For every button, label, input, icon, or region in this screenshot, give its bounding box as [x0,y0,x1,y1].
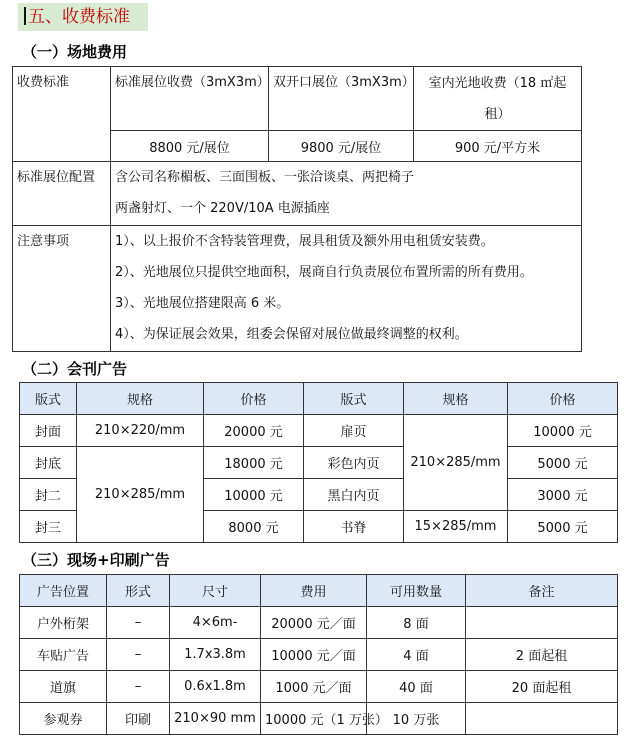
form-cell: – [107,639,170,671]
format-cell: 彩色内页 [304,447,404,479]
fee-cell: 10000 元／面 [261,639,367,671]
table-row [20,639,618,671]
venue-fee-table [12,66,582,352]
spec-cell-merged: 210×285/mm [77,447,204,543]
raw-space-head-line1: 室内光地收费（18 ㎡起 [428,75,567,91]
spec-cell: 210×220/mm [77,415,204,447]
position-cell: 车贴广告 [20,639,107,671]
format-cell: 封面 [20,415,77,447]
size-cell: 4×6m- [170,607,261,639]
qty-cell: 8 面 [367,607,466,639]
price-cell: 8000 元 [204,511,304,543]
format-cell: 封底 [20,447,77,479]
position-cell: 户外桁架 [20,607,107,639]
price-cell: 5000 元 [508,447,618,479]
format-cell: 封三 [20,511,77,543]
qty-cell: 4 面 [367,639,466,671]
config-line: 含公司名称楣板、三面围板、一张洽谈桌、两把椅子 [115,170,415,185]
note-cell: 20 面起租 [466,671,618,703]
fee-cell: 20000 元／面 [261,607,367,639]
col-header: 备注 [466,575,618,607]
price-cell: 10000 元 [508,415,618,447]
raw-space-head [414,67,582,131]
col-header: 价格 [508,383,618,415]
fee-label: 收费标准 [13,67,111,162]
heading-text: 五、收费标准 [28,7,130,27]
table-row [20,447,618,479]
size-cell: 0.6x1.8m [170,671,261,703]
config-label: 标准展位配置 [13,162,111,226]
position-cell: 道旗 [20,671,107,703]
col-header: 可用数量 [367,575,466,607]
table-row [20,703,618,735]
config-line: 两盏射灯、一个 220V/10A 电源插座 [115,201,330,216]
section2-title: （二）会刊广告 [22,360,128,378]
table-row [20,415,618,447]
price-cell: 10000 元 [204,479,304,511]
format-cell: 封二 [20,479,77,511]
price-cell: 18000 元 [204,447,304,479]
onsite-ad-table [19,574,618,735]
notes-label: 注意事项 [13,226,111,352]
spec-cell-merged: 210×285/mm [404,415,508,511]
note-item: 3）、光地展位搭建限高 6 米。 [115,296,290,311]
standard-booth-head: 标准展位收费（3mX3m） [111,67,269,131]
notes-content [111,226,582,352]
note-item: 2）、光地展位只提供空地面积，展商自行负责展位布置所需的所有费用。 [115,265,533,280]
form-cell: – [107,671,170,703]
col-header: 尺寸 [170,575,261,607]
note-item: 4）、为保证展会效果，组委会保留对展位做最终调整的权利。 [115,327,468,342]
qty-cell: 10 万张 [367,703,466,735]
qty-cell: 40 面 [367,671,466,703]
col-header: 版式 [20,383,77,415]
standard-booth-price: 8800 元/展位 [111,131,269,162]
raw-space-head-line2: 租） [484,106,511,122]
table-row [20,607,618,639]
fee-cell: 1000 元／面 [261,671,367,703]
size-cell: 1.7x3.8m [170,639,261,671]
config-content [111,162,582,226]
note-cell [466,703,618,735]
double-open-booth-price: 9800 元/展位 [269,131,414,162]
raw-space-price: 900 元/平方米 [414,131,582,162]
form-cell: – [107,607,170,639]
size-cell: 210×90 mm [170,703,261,735]
col-header: 规格 [404,383,508,415]
col-header: 费用 [261,575,367,607]
note-item: 1）、以上报价不含特装管理费，展具租赁及额外用电租赁安装费。 [115,234,494,249]
section3-title: （三）现场+印刷广告 [22,551,170,569]
format-cell: 黑白内页 [304,479,404,511]
format-cell: 扉页 [304,415,404,447]
spec-cell: 15×285/mm [404,511,508,543]
note-cell [466,607,618,639]
price-cell: 20000 元 [204,415,304,447]
section-heading [18,3,148,31]
price-cell: 5000 元 [508,511,618,543]
position-cell: 参观券 [20,703,107,735]
section1-title: （一）场地费用 [22,43,128,61]
table-row [20,671,618,703]
text-cursor [24,7,26,25]
note-cell: 2 面起租 [466,639,618,671]
col-header: 价格 [204,383,304,415]
fee-cell: 10000 元（1 万张） [261,703,367,735]
catalog-ad-table [19,382,618,543]
col-header: 广告位置 [20,575,107,607]
price-cell: 3000 元 [508,479,618,511]
col-header: 形式 [107,575,170,607]
form-cell: 印刷 [107,703,170,735]
col-header: 版式 [304,383,404,415]
col-header: 规格 [77,383,204,415]
format-cell: 书脊 [304,511,404,543]
double-open-booth-head: 双开口展位（3mX3m） [269,67,414,131]
